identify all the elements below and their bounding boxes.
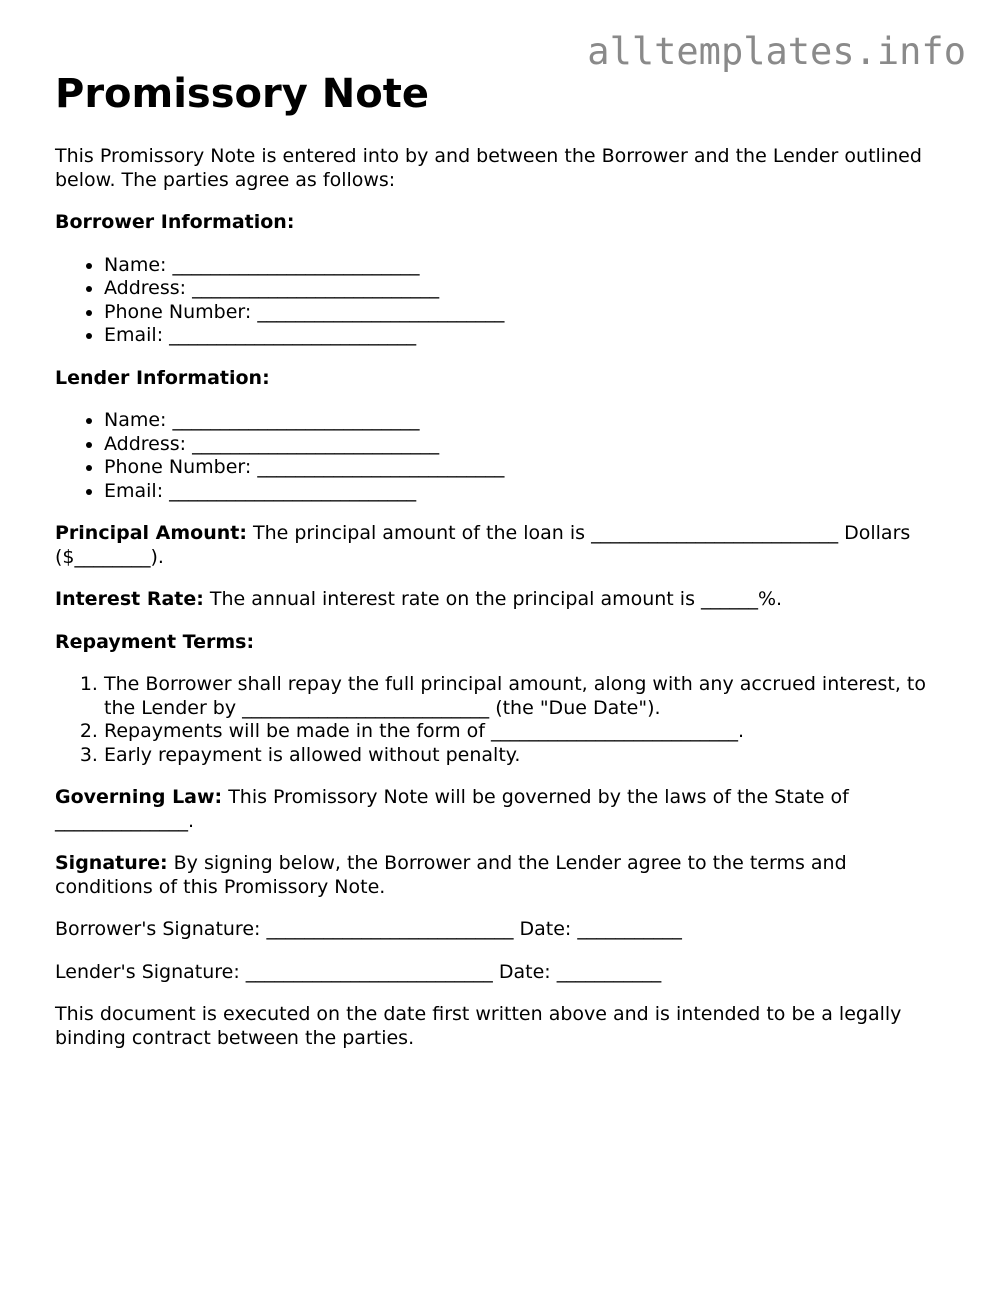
repayment-terms-heading: Repayment Terms: bbox=[55, 630, 255, 653]
interest-rate-label: Interest Rate: bbox=[55, 588, 204, 610]
lender-phone-field: • Phone Number: __________________________ bbox=[104, 456, 945, 480]
governing-law-paragraph bbox=[55, 786, 945, 833]
principal-amount-text: The principal amount of the loan is __________________________ Dollars ($________). bbox=[55, 522, 911, 568]
repayment-terms-list bbox=[55, 673, 945, 767]
document-title: Promissory Note bbox=[55, 71, 429, 117]
repayment-term-item: 3. Early repayment is allowed without penalty. bbox=[104, 744, 945, 768]
borrower-info-list bbox=[55, 254, 945, 348]
borrower-phone-field: • Phone Number: __________________________ bbox=[104, 301, 945, 325]
borrower-email-field: • Email: __________________________ bbox=[104, 324, 945, 348]
governing-law-text: This Promissory Note will be governed by the laws of the State of ______________. bbox=[55, 786, 849, 832]
borrower-signature-line: Borrower's Signature: __________________________ Date: ___________ bbox=[55, 918, 682, 940]
signature-paragraph bbox=[55, 852, 945, 899]
principal-amount-paragraph bbox=[55, 522, 945, 569]
lender-email-field: • Email: __________________________ bbox=[104, 480, 945, 504]
lender-info-list bbox=[55, 409, 945, 503]
repayment-term-item: 2. Repayments will be made in the form of __________________________. bbox=[104, 720, 945, 744]
governing-law-label: Governing Law: bbox=[55, 786, 223, 808]
lender-signature-line: Lender's Signature: __________________________ Date: ___________ bbox=[55, 960, 662, 983]
signature-text: By signing below, the Borrower and the Lender agree to the terms and conditions of this Promissory Note. bbox=[55, 852, 847, 898]
principal-amount-label: Principal Amount: bbox=[55, 522, 247, 544]
repayment-term-item: 1. The Borrower shall repay the full principal amount, along with any accrued interest, to the Lender by __________________________ (the "Due Date"). bbox=[104, 673, 945, 720]
borrower-info-heading: Borrower Information: bbox=[55, 211, 295, 233]
lender-name-field: • Name: __________________________ bbox=[104, 409, 945, 433]
closing-paragraph: This document is executed on the date first written above and is intended to be a legally binding contract between the parties. bbox=[55, 1003, 902, 1049]
borrower-name-field: • Name: __________________________ bbox=[104, 254, 945, 278]
lender-info-heading: Lender Information: bbox=[55, 366, 270, 389]
lender-address-field: • Address: __________________________ bbox=[104, 433, 945, 457]
document-page bbox=[55, 68, 945, 1050]
watermark: alltemplates.info bbox=[587, 30, 966, 73]
signature-label: Signature: bbox=[55, 852, 168, 874]
borrower-address-field: • Address: __________________________ bbox=[104, 277, 945, 301]
intro-paragraph: This Promissory Note is entered into by and between the Borrower and the Lender outlined below. The parties agree as follows: bbox=[55, 145, 922, 191]
interest-rate-text: The annual interest rate on the principal amount is ______%. bbox=[203, 588, 783, 610]
interest-rate-paragraph bbox=[55, 588, 945, 612]
